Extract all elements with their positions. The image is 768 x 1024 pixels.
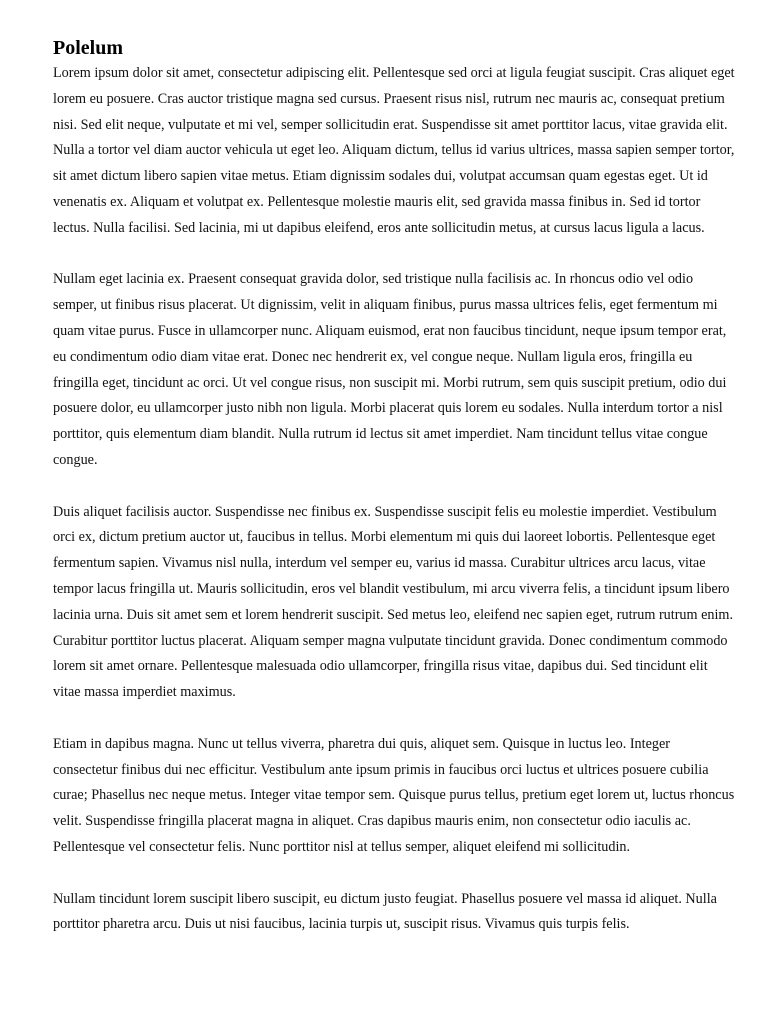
- paragraph-3: Duis aliquet facilisis auctor. Suspendisse nec finibus ex. Suspendisse suscipit felis eu molestie imperdiet. Vestibulum orci ex, dictum pretium auctor ut, faucibus in tellus. Morbi elementum mi quis dui laoreet lobortis. Pellentesque eget fermentum sapien. Vivamus nisl nulla, interdum vel semper eu, varius id massa. Curabitur ultrices arcu lacus, vitae tempor lacus fringilla ut. Mauris sollicitudin, eros vel blandit vestibulum, mi arcu viverra felis, a tincidunt ipsum libero lacinia urna. Duis sit amet sem et lorem hendrerit suscipit. Sed metus leo, eleifend nec sapien eget, rutrum rutrum enim. Curabitur porttitor luctus placerat. Aliquam semper magna vulputate tincidunt gravida. Donec condimentum commodo lorem sit amet ornare. Pellentesque malesuada odio ullamcorper, fringilla risus vitae, dapibus dui. Sed tincidunt elit vitae massa imperdiet maximus.: [53, 503, 734, 701]
- paragraph-4: Etiam in dapibus magna. Nunc ut tellus viverra, pharetra dui quis, aliquet sem. Quisque in luctus leo. Integer consectetur finibus dui nec efficitur. Vestibulum ante ipsum primis in faucibus orci luctus et ultrices posuere cubilia curae; Phasellus nec neque metus. Integer vitae tempor sem. Quisque purus tellus, pretium eget lorem ut, luctus rhoncus velit. Suspendisse fringilla placerat magna in aliquet. Cras dapibus mauris enim, non consectetur odio iaculis ac. Pellentesque vel consectetur felis. Nunc porttitor nisl at tellus semper, aliquet eleifend mi sollicitudin.: [53, 735, 735, 855]
- paragraph-1: Lorem ipsum dolor sit amet, consectetur adipiscing elit. Pellentesque sed orci at ligula feugiat suscipit. Cras aliquet eget lorem eu posuere. Cras auctor tristique magna sed cursus. Praesent risus nisl, rutrum nec mauris ac, consequat pretium nisi. Sed elit neque, vulputate et mi vel, semper sollicitudin erat. Suspendisse sit amet porttitor lacus, vitae gravida elit. Nulla a tortor vel diam auctor vehicula ut eget leo. Aliquam dictum, tellus id varius ultrices, massa sapien semper tortor, sit amet dictum libero sapien vitae metus. Etiam dignissim sodales dui, volutpat accumsan quam egestas eget. Ut id venenatis ex. Aliquam et volutpat ex. Pellentesque molestie mauris elit, sed gravida massa finibus in. Sed id tortor lectus. Nulla facilisi. Sed lacinia, mi ut dapibus eleifend, eros ante sollicitudin metus, at cursus lacus ligula a lacus.: [53, 65, 735, 236]
- paragraph-5: Nullam tincidunt lorem suscipit libero suscipit, eu dictum justo feugiat. Phasellus posuere vel massa id aliquet. Nulla porttitor pharetra arcu. Duis ut nisi faucibus, lacinia turpis ut, suscipit risus. Vivamus quis turpis felis.: [53, 890, 717, 933]
- document-title: Polelum: [53, 37, 123, 59]
- document-page: [53, 36, 735, 964]
- paragraph-2: Nullam eget lacinia ex. Praesent consequat gravida dolor, sed tristique nulla facilisis ac. In rhoncus odio vel odio semper, ut finibus risus placerat. Ut dignissim, velit in aliquam finibus, purus massa ultrices felis, eget fermentum mi quam vitae purus. Fusce in ullamcorper nunc. Aliquam euismod, erat non faucibus tincidunt, neque ipsum tempor erat, eu condimentum odio diam vitae erat. Donec nec hendrerit ex, vel congue neque. Nullam ligula eros, fringilla eu fringilla eget, tincidunt ac orci. Ut vel congue risus, non suscipit mi. Morbi rutrum, sem quis suscipit pretium, odio dui posuere dolor, eu ullamcorper justo nibh non ligula. Morbi placerat quis lorem eu sodales. Nulla interdum tortor a nisl porttitor, quis elementum diam blandit. Nulla rutrum id lectus sit amet imperdiet. Nam tincidunt tellus vitae congue congue.: [53, 271, 727, 468]
